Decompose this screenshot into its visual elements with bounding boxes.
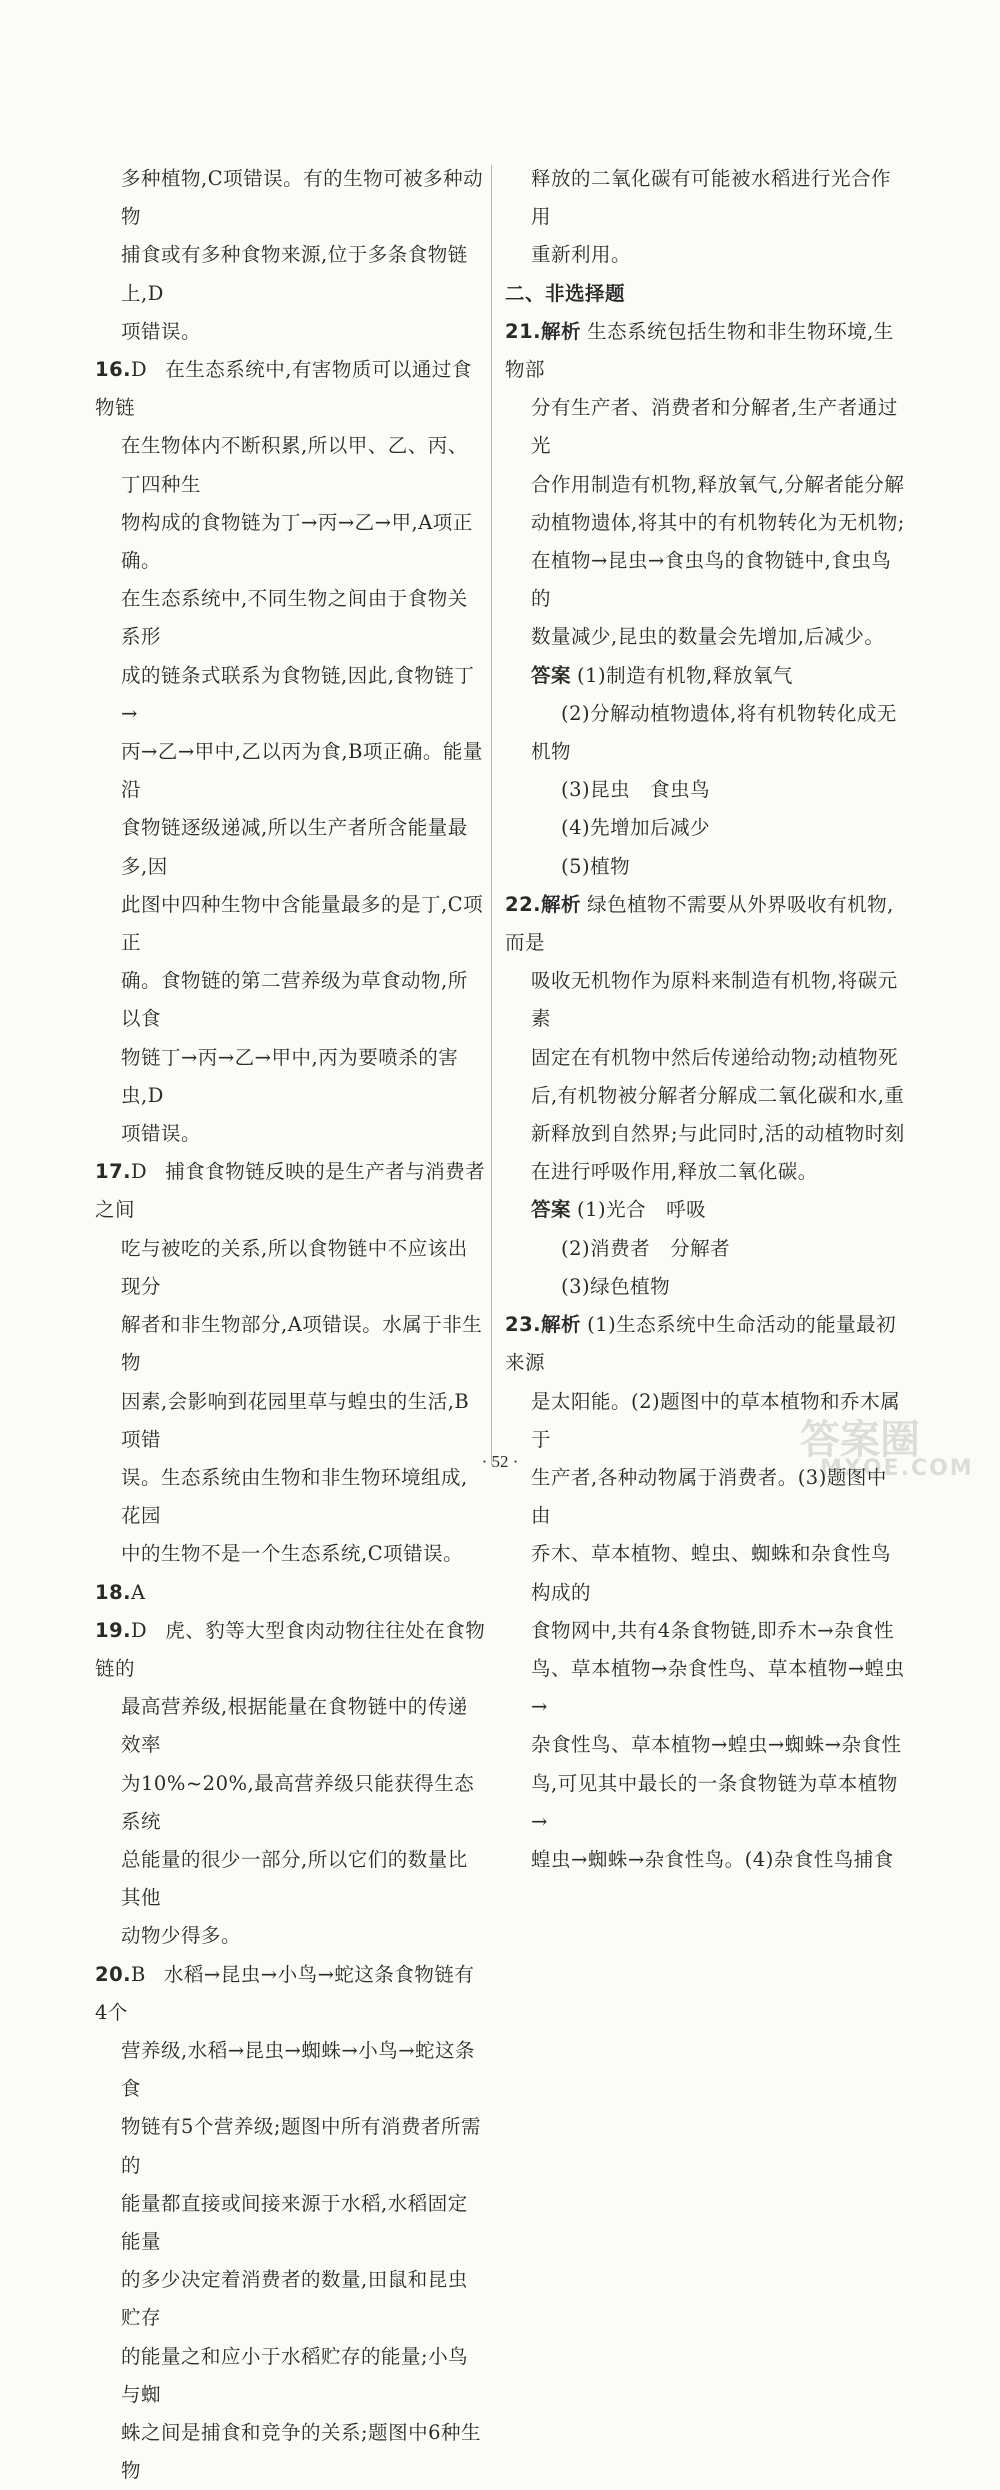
text-line: 蝗虫→蜘蛛→杂食性鸟。(4)杂食性鸟捕食 — [531, 1847, 894, 1871]
text-line: 确。食物链的第二营养级为草食动物,所以食 — [121, 969, 468, 1031]
analysis-label: 解析 — [541, 892, 582, 916]
question-21 — [505, 313, 905, 389]
text-line: 生产者,各种动物属于消费者。(3)题图中由 — [531, 1465, 887, 1528]
page-number: · 52 · — [481, 1452, 519, 1471]
text-line: 解者和非生物部分,A项错误。水属于非生物 — [121, 1313, 483, 1375]
text-line: 的多少决定着消费者的数量,田鼠和昆虫贮存 — [121, 2268, 468, 2330]
question-number: 17. — [95, 1160, 132, 1184]
question-number: 20. — [95, 1962, 132, 1986]
text-line: 鸟、草本植物→杂食性鸟、草本植物→蝗虫→ — [531, 1656, 905, 1719]
answer-line — [505, 657, 905, 695]
watermark-logo — [780, 1408, 980, 1488]
text-line: 在生物体内不断积累,所以甲、乙、丙、丁四种生 — [121, 434, 468, 496]
analysis-label: 解析 — [541, 1313, 582, 1337]
text-line: 食物网中,共有4条食物链,即乔木→杂食性 — [531, 1618, 895, 1642]
text-line: 释放的二氧化碳有可能被水稻进行光合作用 — [531, 167, 892, 229]
left-column — [95, 160, 487, 2490]
text-line: (3)昆虫 食虫鸟 — [561, 778, 711, 802]
text-line: 动物少得多。 — [121, 1924, 242, 1948]
text-line: 固定在有机物中然后传递给动物;动植物死 — [531, 1045, 899, 1069]
text-line: 蛛之间是捕食和竞争的关系;题图中6种生物 — [121, 2420, 481, 2483]
text-line: 此图中四种生物中含能量最多的是丁,C项正 — [121, 892, 484, 955]
text-line: (5)植物 — [561, 854, 631, 878]
answer-choice: D — [131, 358, 148, 382]
watermark-url: MXQE.COM — [820, 1456, 974, 1481]
answer-choice: B — [131, 1962, 146, 1986]
text-line: (2)消费者 分解者 — [561, 1236, 731, 1260]
text-line: 在生态系统中,有害物质可以通过食物链 — [95, 358, 472, 420]
text-line: 机物 — [531, 740, 572, 764]
text-line: 丙→乙→甲中,乙以丙为食,B项正确。能量沿 — [121, 740, 483, 802]
text-line: 虎、豹等大型食肉动物往往处在食物链的 — [95, 1618, 486, 1680]
text-line: 捕食或有多种食物来源,位于多条食物链上,D — [121, 243, 468, 305]
text-line: 物链丁→丙→乙→甲中,丙为要喷杀的害虫,D — [121, 1045, 459, 1107]
question-20 — [95, 1956, 487, 2032]
text-line: 项错误。 — [121, 319, 202, 343]
text-line: 在进行呼吸作用,释放二氧化碳。 — [531, 1160, 818, 1184]
text-line: 吃与被吃的关系,所以食物链中不应该出现分 — [121, 1236, 468, 1298]
question-number: 23. — [505, 1313, 542, 1337]
text-line: 乔木、草本植物、蝗虫、蜘蛛和杂食性鸟构成的 — [531, 1542, 892, 1604]
text-line: 数量减少,昆虫的数量会先增加,后减少。 — [531, 625, 885, 649]
text-line: 鸟,可见其中最长的一条食物链为草本植物→ — [531, 1771, 898, 1833]
text-line: 在生态系统中,不同生物之间由于食物关系形 — [121, 587, 468, 649]
text-line: 生态系统包括生物和非生物环境,生物部 — [505, 319, 894, 382]
text-line: 的能量之和应小于水稻贮存的能量;小鸟与蜘 — [121, 2344, 469, 2406]
text-line: 吸收无机物作为原料来制造有机物,将碳元素 — [531, 969, 898, 1031]
section-heading: 二、非选择题 — [505, 281, 626, 305]
question-number: 22. — [505, 892, 542, 916]
text-line: 重新利用。 — [531, 243, 632, 267]
question-19 — [95, 1612, 487, 1688]
text-line: 物链有5个营养级;题图中所有消费者所需的 — [121, 2115, 481, 2177]
text-line: (4)先增加后减少 — [561, 816, 711, 840]
text-line: 总能量的很少一部分,所以它们的数量比其他 — [121, 1847, 468, 1910]
question-number: 19. — [95, 1618, 132, 1642]
text-line: 捕食食物链反映的是生产者与消费者之间 — [95, 1160, 486, 1222]
text-line: (3)绿色植物 — [561, 1274, 671, 1298]
text-line: 在植物→昆虫→食虫鸟的食物链中,食虫鸟的 — [531, 549, 892, 611]
column-divider — [491, 165, 492, 1465]
watermark-text: 答案圈 — [800, 1417, 920, 1463]
text-line: 分有生产者、消费者和分解者,生产者通过光 — [531, 396, 898, 458]
text-line: 新释放到自然界;与此同时,活的动植物时刻 — [531, 1122, 905, 1146]
answer-choice: D — [131, 1160, 148, 1184]
question-number: 16. — [95, 358, 132, 382]
text-line: 因素,会影响到花园里草与蝗虫的生活,B项错 — [121, 1389, 470, 1451]
text-line: 项错误。 — [121, 1122, 202, 1146]
question-18 — [95, 1574, 487, 1612]
answer-label: 答案 — [531, 663, 572, 687]
question-17 — [95, 1153, 487, 1229]
text-line: 合作用制造有机物,释放氧气,分解者能分解 — [531, 472, 905, 496]
text-line: 多种植物,C项错误。有的生物可被多种动物 — [121, 167, 484, 229]
text-line: (1)生态系统中生命活动的能量最初来源 — [505, 1313, 897, 1375]
question-23 — [505, 1306, 905, 1382]
text-line: 为10%~20%,最高营养级只能获得生态系统 — [121, 1771, 475, 1833]
text-line: (2)分解动植物遗体,将有机物转化成无 — [561, 701, 897, 725]
text-line: 能量都直接或间接来源于水稻,水稻固定能量 — [121, 2191, 468, 2253]
text-line: 成的链条式联系为食物链,因此,食物链丁→ — [121, 663, 475, 725]
analysis-label: 解析 — [541, 319, 582, 343]
text-line: 营养级,水稻→昆虫→蜘蛛→小鸟→蛇这条食 — [121, 2038, 476, 2101]
question-16 — [95, 351, 487, 427]
answer-label: 答案 — [531, 1198, 572, 1222]
question-22 — [505, 886, 905, 962]
answer-choice: D — [131, 1618, 148, 1642]
question-number: 21. — [505, 319, 542, 343]
text-line: 是太阳能。(2)题图中的草本植物和乔木属于 — [531, 1389, 901, 1451]
answer-choice: A — [131, 1580, 146, 1604]
text-line: 物构成的食物链为丁→丙→乙→甲,A项正确。 — [121, 510, 473, 573]
text-line: (1)光合 呼吸 — [577, 1198, 707, 1222]
text-line: 后,有机物被分解者分解成二氧化碳和水,重 — [531, 1083, 905, 1107]
text-line: 中的生物不是一个生态系统,C项错误。 — [121, 1542, 464, 1566]
answer-line — [505, 1191, 905, 1229]
text-line: 误。生态系统由生物和非生物环境组成,花园 — [121, 1465, 468, 1528]
question-number: 18. — [95, 1580, 132, 1604]
text-line: 食物链逐级递减,所以生产者所含能量最多,因 — [121, 816, 468, 878]
text-line: 绿色植物不需要从外界吸收有机物,而是 — [505, 892, 894, 955]
text-line: 动植物遗体,将其中的有机物转化为无机物; — [531, 510, 905, 534]
right-column — [505, 160, 905, 1879]
text-line: 水稻→昆虫→小鸟→蛇这条食物链有4个 — [95, 1962, 475, 2024]
text-line: 杂食性鸟、草本植物→蝗虫→蜘蛛→杂食性 — [531, 1733, 902, 1757]
text-line: (1)制造有机物,释放氧气 — [577, 663, 793, 687]
text-line: 最高营养级,根据能量在食物链中的传递效率 — [121, 1695, 468, 1757]
